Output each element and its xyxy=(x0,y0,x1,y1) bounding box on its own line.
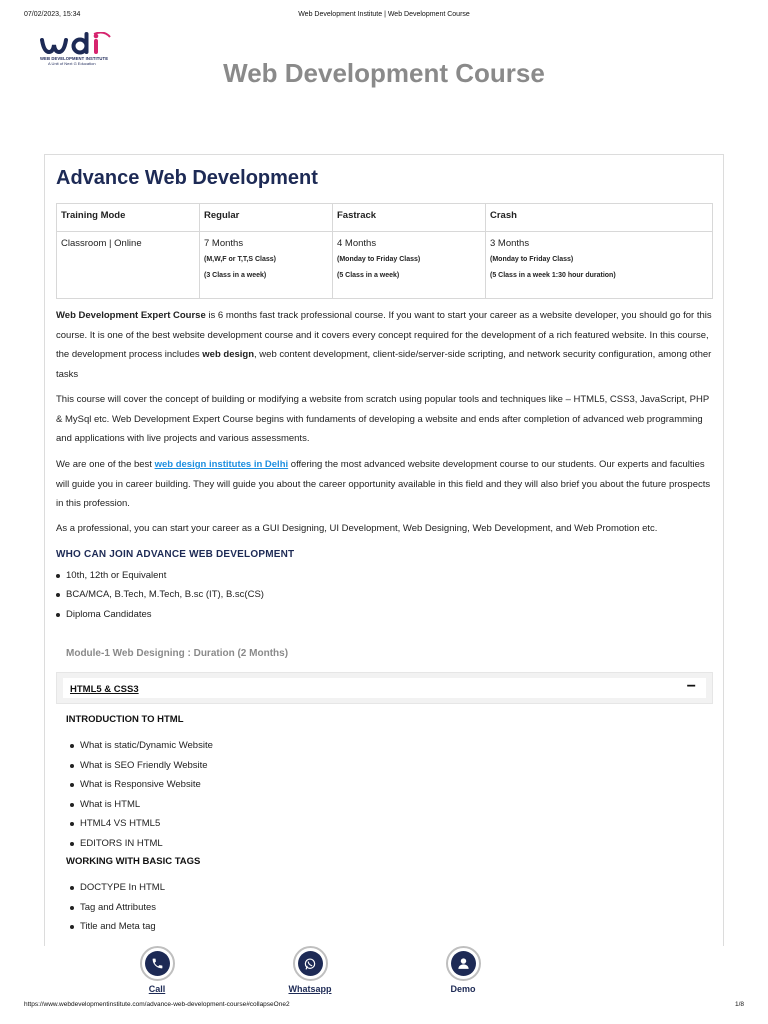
basic-tags-topics xyxy=(80,882,165,941)
list-item: What is Responsive Website xyxy=(80,779,213,799)
print-header xyxy=(24,11,744,23)
list-item: What is SEO Friendly Website xyxy=(80,760,213,780)
table-header-row xyxy=(57,204,713,232)
paragraph-text: We are one of the best xyxy=(56,459,155,470)
logo-line1: WEB DEVELOPMENT INSTITUTE xyxy=(40,56,109,61)
section-heading-basic-tags: WORKING WITH BASIC TAGS xyxy=(66,856,201,867)
collapse-icon[interactable]: − xyxy=(686,678,696,695)
eligibility-list xyxy=(66,570,264,628)
paragraph-text: is 6 months fast track professional course. If you want to start your career as a website developer, you should go for this course. It is one of the best website development course and it covers every concept required for the development of a rich featured website. In this course, the development process includes xyxy=(56,310,712,360)
course-card xyxy=(44,154,724,954)
paragraph-text: , web content development, client-side/server-side scripting, and network security configuration, among other tasks xyxy=(56,349,712,380)
whatsapp-icon xyxy=(298,951,323,976)
list-item: Diploma Candidates xyxy=(66,609,264,628)
demo-label[interactable]: Demo xyxy=(450,984,476,994)
demo-button-circle[interactable] xyxy=(446,946,481,981)
logo-line2: A Unit of Next G Education xyxy=(48,61,96,66)
list-item: EDITORS IN HTML xyxy=(80,838,213,858)
demo-button[interactable] xyxy=(433,946,493,994)
paragraph-text: offering the most advanced website development course to our students. Our experts and faculties will guide you in career building. They will guide you about the career opportunity available in this field and they will also brief you about the future prospects in this profession. xyxy=(56,459,711,509)
list-item: DOCTYPE In HTML xyxy=(80,882,165,902)
training-mode-table xyxy=(56,203,713,299)
page-title: Web Development Course xyxy=(223,58,545,88)
regular-days: (M,W,F or T,T,S Class) xyxy=(204,256,276,263)
table-cell-fastrack xyxy=(333,232,486,299)
table-cell-regular xyxy=(200,232,333,299)
web-design-institutes-link[interactable]: web design institutes in Delhi xyxy=(154,459,289,470)
table-header: Crash xyxy=(486,204,713,232)
institute-paragraph xyxy=(56,455,712,514)
list-item: Tag and Attributes xyxy=(80,902,165,922)
whatsapp-button-circle[interactable] xyxy=(293,946,328,981)
accordion-header[interactable] xyxy=(63,678,706,698)
list-item: What is HTML xyxy=(80,799,213,819)
course-title: Advance Web Development xyxy=(56,167,318,189)
table-cell-mode xyxy=(57,232,200,299)
fastrack-days: (Monday to Friday Class) xyxy=(337,256,421,263)
section-heading-intro-html: INTRODUCTION TO HTML xyxy=(66,714,184,725)
list-item: HTML4 VS HTML5 xyxy=(80,818,213,838)
web-design-bold: web design xyxy=(202,349,255,360)
print-datetime: 07/02/2023, 15:34 xyxy=(24,11,81,18)
accordion-html5-css3[interactable] xyxy=(56,672,713,704)
call-label[interactable]: Call xyxy=(148,984,166,994)
floating-action-bar xyxy=(0,946,768,998)
crash-frequency: (5 Class in a week 1:30 hour duration) xyxy=(490,272,616,279)
list-item: BCA/MCA, B.Tech, M.Tech, B.sc (IT), B.sc(CS) xyxy=(66,589,264,608)
whatsapp-button[interactable] xyxy=(280,946,340,994)
wdi-logo-mark xyxy=(38,32,114,56)
regular-duration: 7 Months xyxy=(204,238,244,249)
phone-icon xyxy=(145,951,170,976)
print-url: https://www.webdevelopmentinstitute.com/advance-web-development-course#collapseOne2 xyxy=(24,1001,290,1008)
list-item: What is static/Dynamic Website xyxy=(80,740,213,760)
fastrack-duration: 4 Months xyxy=(337,238,377,249)
list-item: 10th, 12th or Equivalent xyxy=(66,570,264,589)
curriculum-paragraph: This course will cover the concept of building or modifying a website from scratch using popular tools and techniques like – HTML5, CSS3, JavaScript, PHP & MySql etc. Web Development Expert Course begins with fundaments of developing a website and ends after completion of advanced web programming and applications with live projects and various assessments. xyxy=(56,394,709,444)
table-cell-crash xyxy=(486,232,713,299)
regular-frequency: (3 Class in a week) xyxy=(204,272,267,279)
whatsapp-label[interactable]: Whatsapp xyxy=(288,984,332,994)
fastrack-frequency: (5 Class in a week) xyxy=(337,272,400,279)
table-row xyxy=(57,232,713,299)
crash-days: (Monday to Friday Class) xyxy=(490,256,574,263)
who-can-join-heading: WHO CAN JOIN ADVANCE WEB DEVELOPMENT xyxy=(56,549,295,560)
module-heading: Module-1 Web Designing : Duration (2 Months) xyxy=(66,648,289,659)
accordion-label[interactable]: HTML5 & CSS3 xyxy=(70,684,139,695)
table-header: Training Mode xyxy=(57,204,200,232)
intro-paragraph xyxy=(56,306,712,384)
career-paragraph: As a professional, you can start your career as a GUI Designing, UI Development, Web Designing, Web Development, and Web Promotion etc. xyxy=(56,523,658,534)
user-icon xyxy=(451,951,476,976)
course-name-bold: Web Development Expert Course xyxy=(56,310,206,321)
call-button[interactable] xyxy=(127,946,187,994)
print-page-number: 1/8 xyxy=(734,1001,744,1008)
crash-duration: 3 Months xyxy=(490,238,530,249)
print-doc-title: Web Development Institute | Web Development Course xyxy=(298,11,470,18)
table-header: Regular xyxy=(200,204,333,232)
mode-value: Classroom | Online xyxy=(61,238,142,249)
call-button-circle[interactable] xyxy=(140,946,175,981)
intro-html-topics xyxy=(80,740,213,857)
table-header: Fastrack xyxy=(333,204,486,232)
list-item: Title and Meta tag xyxy=(80,921,165,941)
